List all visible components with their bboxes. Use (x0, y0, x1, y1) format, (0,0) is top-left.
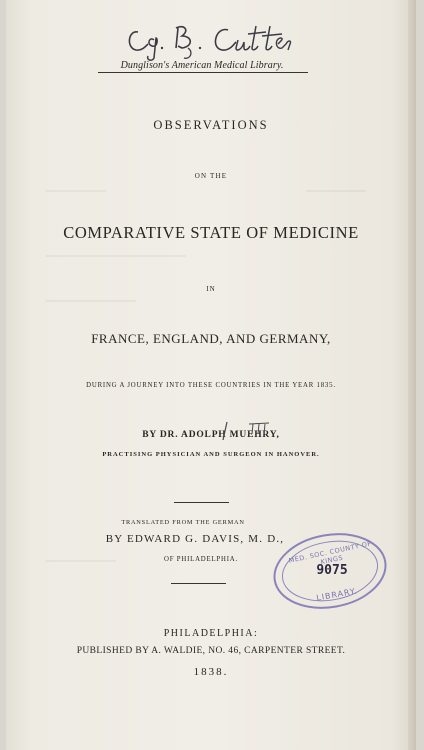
title-page (6, 0, 416, 750)
stamp-accession-number: 9075 (316, 563, 348, 578)
title-main: COMPARATIVE STATE OF MEDICINE (63, 223, 359, 242)
author-byline: BY DR. ADOLPH MUEHRY, (142, 430, 280, 440)
title-countries: FRANCE, ENGLAND, AND GERMANY, (91, 331, 331, 346)
imprint-year: 1838. (193, 666, 229, 678)
title-observations: OBSERVATIONS (153, 118, 269, 132)
translator-location: OF PHILADELPHIA. (164, 556, 238, 563)
divider-rule (174, 502, 229, 503)
handwritten-mark (221, 420, 271, 442)
imprint-publisher: PUBLISHED BY A. WALDIE, NO. 46, CARPENTER STREET. (76, 646, 346, 656)
translator-intro: TRANSLATED FROM THE GERMAN (121, 519, 245, 526)
title-on-the: ON THE (194, 172, 228, 180)
page-edge (408, 0, 416, 750)
bookplate-underline (98, 72, 308, 73)
title-in: IN (206, 285, 216, 293)
title-journey: DURING A JOURNEY INTO THESE COUNTRIES IN THE YEAR 1835. (86, 382, 336, 389)
stamp-society-name: MED. SOC. COUNTY OF KINGS (288, 539, 373, 567)
handwritten-signature (124, 18, 314, 62)
translator-name: BY EDWARD G. DAVIS, M. D., (105, 533, 285, 545)
divider-rule-2 (171, 583, 226, 584)
author-description: PRACTISING PHYSICIAN AND SURGEON IN HANOVER. (102, 451, 320, 458)
imprint-city: PHILADELPHIA: (163, 628, 259, 639)
stamp-library-label: LIBRARY. (315, 586, 359, 603)
library-bookplate-note: Dunglison's American Medical Library. (120, 60, 284, 71)
